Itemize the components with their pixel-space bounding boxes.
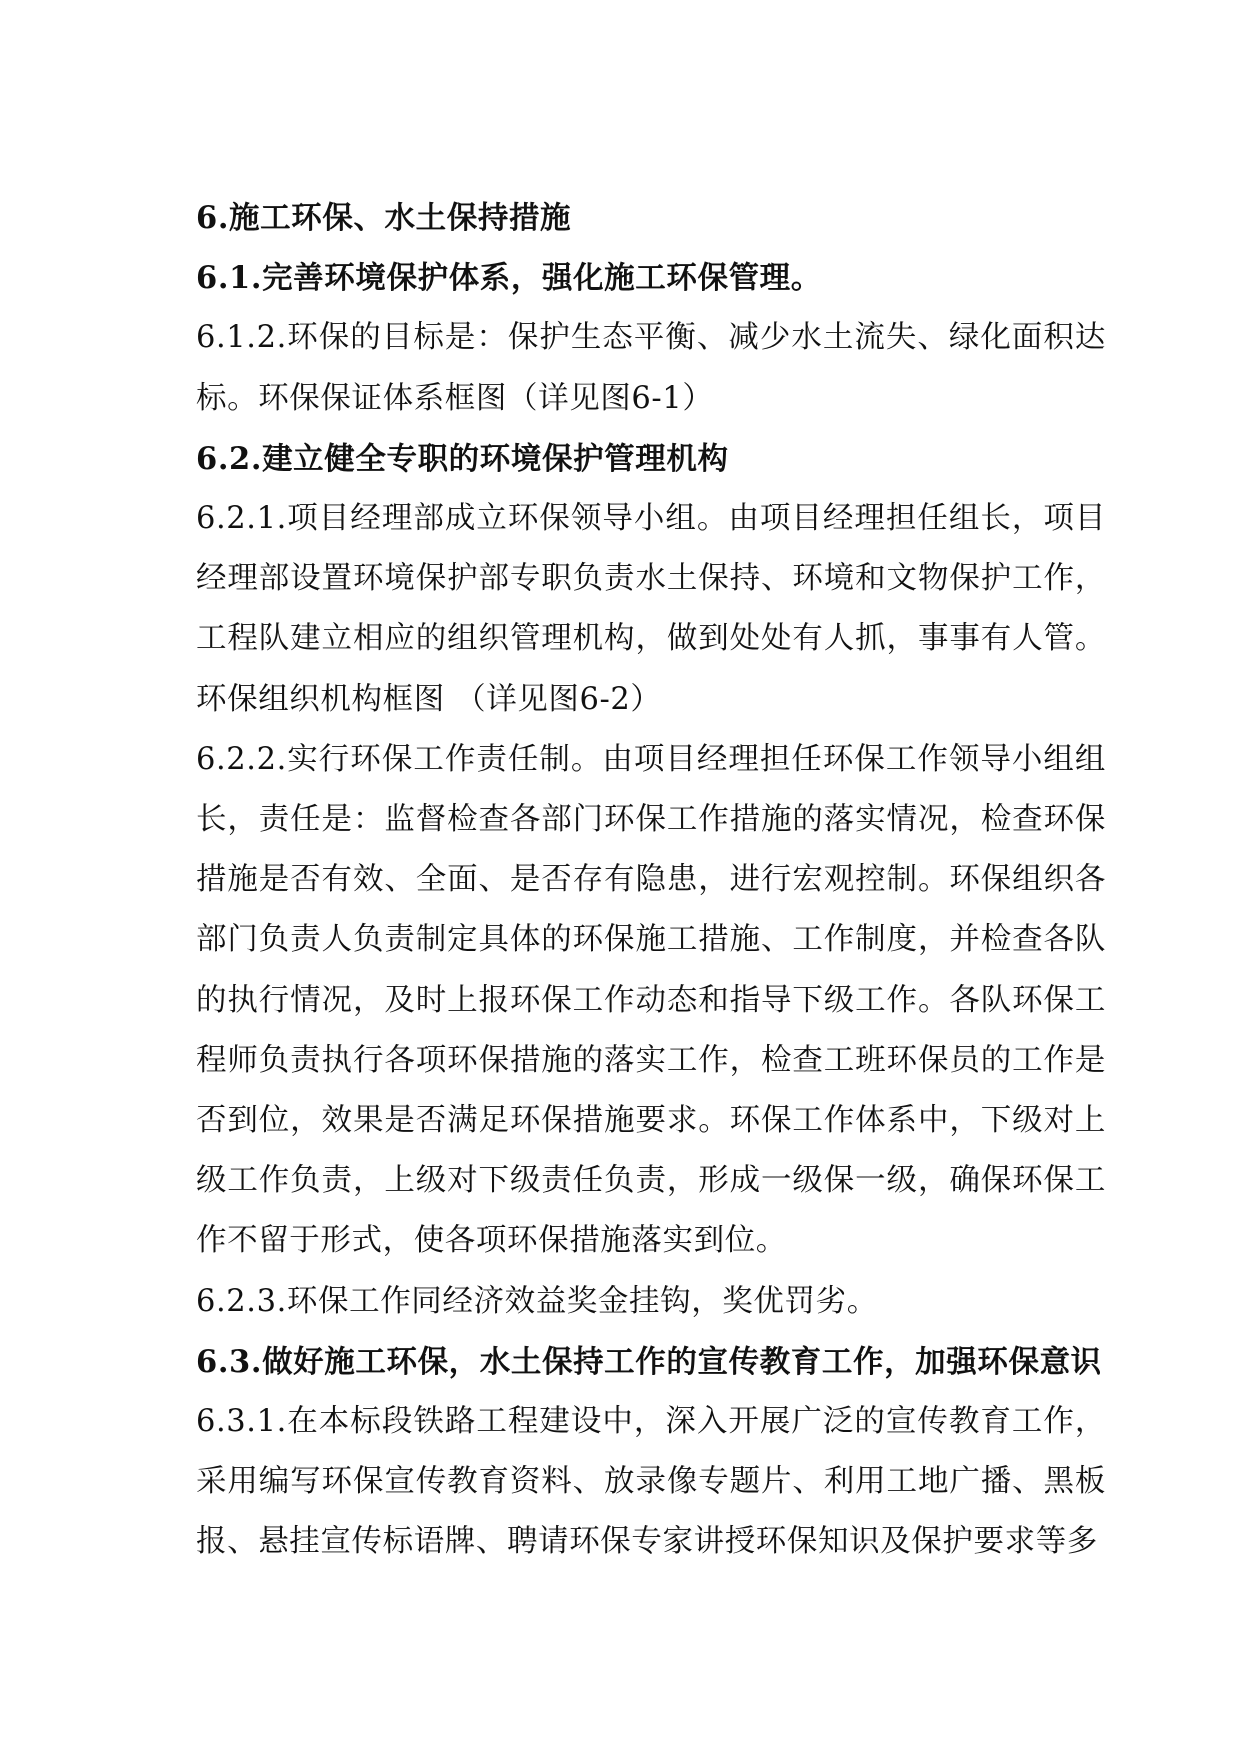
- paragraph-6-2-2: 6.2.2.实行环保工作责任制。由项目经理担任环保工作领导小组组长，责任是：监督检查各部门环保工作措施的落实情况，检查环保措施是否有效、全面、是否存有隐患，进行宏观控制。环保组织各部门负责人负责制定具体的环保施工措施、工作制度，并检查各队的执行情况，及时上报环保工作动态和指导下级工作。各队环保工程师负责执行各项环保措施的落实工作，检查工班环保员的工作是否到位，效果是否满足环保措施要求。环保工作体系中，下级对上级工作负责，上级对下级责任负责，形成一级保一级，确保环保工作不留于形式，使各项环保措施落实到位。: [196, 741, 1106, 1259]
- document-page: [196, 188, 1106, 1573]
- paragraph-6-2-3: 6.2.3.环保工作同经济效益奖金挂钩，奖优罚劣。: [196, 1283, 878, 1319]
- paragraph-6-3-1: 6.3.1.在本标段铁路工程建设中，深入开展广泛的宣传教育工作，采用编写环保宣传教育资料、放录像专题片、利用工地广播、黑板报、悬挂宣传标语牌、聘请环保专家讲授环保知识及保护要求等多: [196, 1404, 1106, 1560]
- paragraph-6-1-2: 6.1.2.环保的目标是：保护生态平衡、减少水土流失、绿化面积达标。环保保证体系框图（详见图6-1）: [196, 320, 1106, 416]
- chapter-heading: 6.施工环保、水土保持措施: [196, 200, 572, 236]
- paragraph-6-2-1: 6.2.1.项目经理部成立环保领导小组。由项目经理担任组长，项目经理部设置环境保护部专职负责水土保持、环境和文物保护工作，工程队建立相应的组织管理机构，做到处处有人抓，事事有人管。环保组织机构框图 （详见图6-2）: [196, 501, 1106, 717]
- section-title-6-2: 6.2.建立健全专职的环境保护管理机构: [196, 440, 729, 477]
- section-title-6-1: 6.1.完善环境保护体系，强化施工环保管理。: [196, 260, 822, 297]
- section-title-6-3: 6.3.做好施工环保，水土保持工作的宣传教育工作，加强环保意识: [196, 1343, 1102, 1380]
